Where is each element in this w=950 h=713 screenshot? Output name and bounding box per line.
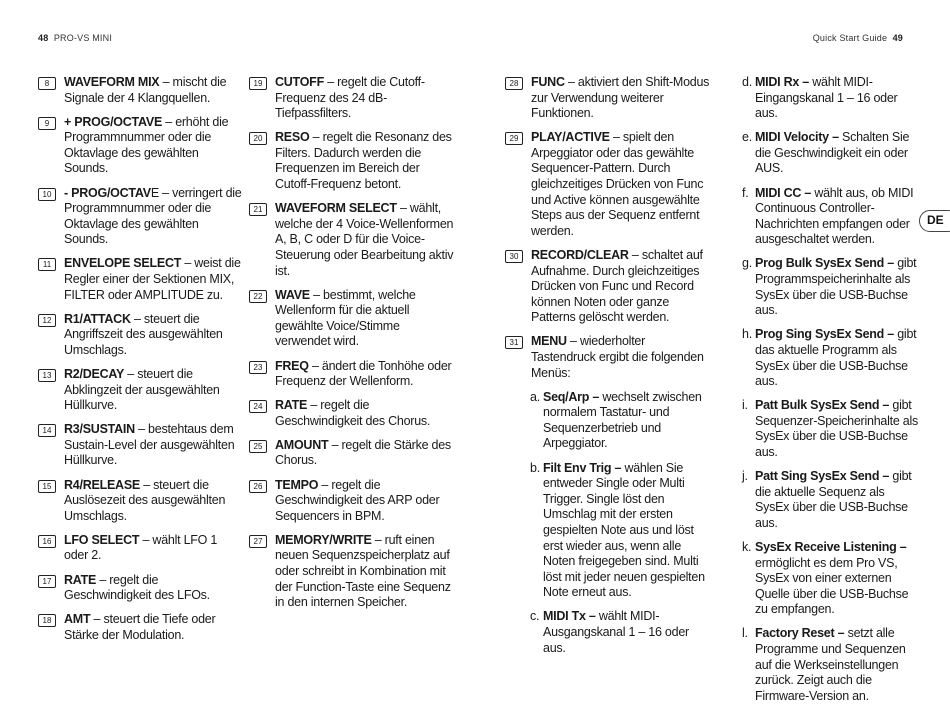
item-number-badge: 28 — [505, 77, 523, 90]
control-name: - PROG/OCTAV — [64, 185, 151, 200]
control-description: – ruft einen neuen Sequenzspeicherplatz auf oder schreibt in Kombination mit der Function-Taste eine Sequenz in den internen Speicher. — [275, 532, 451, 610]
option-description: gibt das aktuelle Programm als SysEx über die USB-Buchse aus. — [755, 327, 917, 389]
item-number-badge: 23 — [249, 361, 267, 374]
option-description: wählt MIDI-Ausgangskanal 1 – 16 oder aus. — [543, 609, 689, 655]
language-tab[interactable]: DE — [919, 210, 950, 232]
item-number-badge: 21 — [249, 203, 267, 216]
control-description-item — [38, 75, 244, 106]
option-description: wählt aus, ob MIDI Continuous Controller-Nachrichten empfangen oder ausgeschaltet werden. — [755, 185, 914, 247]
item-number-badge: 19 — [249, 77, 267, 90]
left-page-number: 48 — [38, 33, 49, 43]
item-number-badge: 12 — [38, 314, 56, 327]
option-description: wählen Sie entweder Single oder Multi Trigger. Single löst den Umschlag mit der ersten gespielten Note aus und löst erst wieder aus, wenn alle Noten freigegeben sind. Multi löst mit jeder neuen gespielten Note erneut aus. — [543, 460, 705, 600]
control-name: AMOUNT — [275, 437, 329, 452]
option-name: Prog Bulk SysEx Send – — [755, 256, 894, 271]
menu-sublist — [505, 390, 711, 657]
control-name: TEMPO — [275, 477, 319, 492]
option-letter: a. — [530, 389, 540, 404]
control-description: – bestimmt, welche Wellenform für die aktuell gewählte Voice/Stimme verwendet wird. — [275, 287, 416, 349]
menu-option-item — [742, 75, 920, 122]
column-4 — [742, 75, 920, 713]
control-description-item — [38, 256, 244, 303]
control-description: – regelt die Geschwindigkeit des LFOs. — [64, 572, 210, 603]
item-number-badge: 10 — [38, 188, 56, 201]
menu-option-item — [530, 461, 711, 601]
item-number-badge: 25 — [249, 440, 267, 453]
control-description-item — [249, 359, 455, 390]
control-description-item — [38, 312, 244, 359]
control-description: – regelt die Geschwindigkeit des Chorus. — [275, 398, 431, 428]
control-name: CUTOFF — [275, 75, 324, 89]
control-name: R1/ATTACK — [64, 311, 131, 326]
item-number-badge: 15 — [38, 480, 56, 493]
item-number-badge: 31 — [505, 336, 523, 349]
menu-option-item — [742, 130, 920, 177]
option-letter: f. — [742, 185, 749, 200]
control-description-item — [249, 533, 455, 611]
control-description-item — [38, 422, 244, 469]
option-name: MIDI Velocity – — [755, 130, 839, 145]
control-name: RATE — [64, 572, 97, 587]
item-number-badge: 13 — [38, 369, 56, 382]
control-description: – wählt LFO 1 oder 2. — [64, 532, 218, 563]
header-left — [38, 33, 112, 43]
control-name: MEMORY/WRITE — [275, 532, 372, 547]
control-description: – schaltet auf Aufnahme. Durch gleichzeitiges Drücken von Func und Record können Noten oder ganze Patterns gelöscht werden. — [531, 247, 703, 325]
control-name: R2/DECAY — [64, 367, 125, 381]
control-description: – weist die Regler einer der Sektionen MIX, FILTER oder AMPLITUDE zu. — [64, 256, 241, 302]
control-description-item — [249, 478, 455, 525]
control-description: – regelt die Geschwindigkeit des ARP oder Sequencers in BPM. — [275, 477, 440, 523]
menu-option-item — [742, 469, 920, 531]
menu-option-item — [742, 256, 920, 318]
item-number-badge: 20 — [249, 132, 267, 145]
control-name: RATE — [275, 398, 308, 413]
option-description: wählt MIDI-Eingangskanal 1 – 16 oder aus. — [755, 75, 898, 121]
column-2 — [249, 75, 455, 619]
control-description-item — [38, 115, 244, 177]
control-name: WAVEFORM MIX — [64, 75, 160, 89]
option-name: Factory Reset – — [755, 626, 845, 641]
control-description: – steuert die Tiefe oder Stärke der Modulation. — [64, 612, 216, 642]
left-running-title: PRO-VS MINI — [53, 33, 113, 43]
item-number-badge: 16 — [38, 535, 56, 548]
control-description-item — [38, 478, 244, 525]
control-name: FUNC — [531, 75, 565, 89]
option-letter: j. — [742, 469, 748, 484]
control-name: RECORD/CLEAR — [531, 247, 629, 262]
option-name: Filt Env Trig – — [543, 460, 622, 475]
control-name: + PROG/OCTAVE — [64, 114, 163, 129]
control-name: RESO — [275, 130, 310, 145]
control-description: – wählt, welche der 4 Voice-Wellenformen A, B, C oder D für die Voice-Steuerung oder Bearbeitung aktiv ist. — [275, 201, 454, 278]
control-description-item — [249, 201, 455, 279]
control-description-item — [38, 533, 244, 564]
control-description-item — [249, 398, 455, 429]
control-description: – erhöht die Programmnummer oder die Oktavlage des gewählten Sounds. — [64, 114, 229, 176]
option-letter: g. — [742, 256, 752, 271]
control-description-item — [38, 573, 244, 604]
item-number-badge: 18 — [38, 614, 56, 627]
option-name: MIDI CC – — [755, 185, 812, 200]
menu-option-item — [742, 540, 920, 618]
item-number-badge: 27 — [249, 535, 267, 548]
option-name: MIDI Rx – — [755, 75, 810, 89]
control-name: AMT — [64, 612, 91, 627]
control-description: – regelt die Cutoff-Frequenz des 24 dB-Tiefpassfilters. — [275, 75, 425, 121]
control-description-item — [505, 334, 711, 381]
column-3-items — [505, 75, 711, 381]
control-description-item — [249, 438, 455, 469]
option-name: Prog Sing SysEx Send – — [755, 327, 894, 342]
control-description-item — [249, 75, 455, 122]
item-number-badge: 26 — [249, 480, 267, 493]
control-name: MENU — [531, 334, 567, 349]
option-letter: l. — [742, 626, 748, 641]
control-description-item — [249, 130, 455, 192]
control-name: WAVEFORM SELECT — [275, 201, 397, 216]
control-description: E – verringert die Programmnummer oder die Oktavlage des gewählten Sounds. — [64, 185, 242, 247]
control-description: – wiederholter Tastendruck ergibt die folgenden Menüs: — [531, 334, 704, 380]
item-number-badge: 24 — [249, 400, 267, 413]
item-number-badge: 29 — [505, 132, 523, 145]
control-description: – steuert die Abklingzeit der ausgewählten Hüllkurve. — [64, 367, 220, 413]
option-description: gibt die aktuelle Sequenz als SysEx über die USB-Buchse aus. — [755, 469, 912, 530]
option-description: wechselt zwischen normalem Tastatur- und Sequenzerbetrieb und Arpeggiator. — [543, 389, 702, 451]
option-letter: h. — [742, 327, 752, 342]
option-name: Patt Sing SysEx Send – — [755, 469, 890, 484]
menu-option-item — [530, 609, 711, 656]
control-name: R3/SUSTAIN — [64, 422, 135, 437]
item-number-badge: 14 — [38, 424, 56, 437]
menu-option-item — [742, 626, 920, 704]
control-name: ENVELOPE SELECT — [64, 256, 182, 271]
control-description: – mischt die Signale der 4 Klangquellen. — [64, 75, 227, 105]
menu-option-item — [742, 327, 920, 389]
control-description: – bestehtaus dem Sustain-Level der ausgewählten Hüllkurve. — [64, 422, 235, 468]
item-number-badge: 22 — [249, 290, 267, 303]
control-description: – steuert die Auslösezeit des ausgewählten Umschlags. — [64, 477, 226, 523]
right-page-number: 49 — [892, 33, 903, 43]
option-letter: e. — [742, 130, 752, 145]
control-description: – regelt die Resonanz des Filters. Dadurch werden die Frequenzen im Bereich der Cutoff-Frequenz betont. — [275, 130, 452, 192]
control-name: PLAY/ACTIVE — [531, 130, 610, 145]
control-description: – steuert die Angriffszeit des ausgewählten Umschlags. — [64, 311, 223, 357]
option-name: SysEx Receive Listening – — [755, 539, 907, 554]
control-description-item — [505, 75, 711, 122]
column-1 — [38, 75, 244, 652]
control-description-item — [505, 248, 711, 326]
option-description: setzt alle Programme und Sequenzen auf die Werkseinstellungen zurück. Zeigt auch die Firmware-Version an. — [755, 626, 906, 703]
control-description: – ändert die Tonhöhe oder Frequenz der Wellenform. — [275, 358, 452, 389]
menu-option-item — [742, 186, 920, 248]
control-description-item — [38, 612, 244, 643]
option-letter: k. — [742, 539, 752, 554]
option-name: Patt Bulk SysEx Send – — [755, 398, 890, 413]
option-description: ermöglicht es dem Pro VS, SysEx von einer externen Quelle über die USB-Buchse zu empfangen. — [755, 555, 909, 617]
option-name: MIDI Tx – — [543, 609, 596, 624]
control-name: FREQ — [275, 358, 309, 373]
option-letter: i. — [742, 398, 748, 413]
right-running-title: Quick Start Guide — [812, 33, 888, 43]
header-right — [813, 33, 903, 43]
item-number-badge: 30 — [505, 250, 523, 263]
control-description-item — [249, 288, 455, 350]
option-description: Schalten Sie die Geschwindigkeit ein oder AUS. — [755, 130, 910, 176]
control-description-item — [505, 130, 711, 239]
menu-option-item — [742, 398, 920, 460]
option-letter: c. — [530, 609, 540, 624]
item-number-badge: 11 — [38, 258, 56, 271]
control-description: – regelt die Stärke des Chorus. — [275, 437, 451, 468]
control-name: R4/RELEASE — [64, 477, 140, 492]
option-letter: d. — [742, 75, 752, 89]
option-description: gibt Programmspeicherinhalte als SysEx über die USB-Buchse aus. — [755, 256, 917, 318]
item-number-badge: 17 — [38, 575, 56, 588]
column-3 — [505, 75, 711, 665]
control-name: LFO SELECT — [64, 532, 140, 547]
option-description: gibt Sequenzer-Speicherinhalte als SysEx über die USB-Buchse aus. — [755, 398, 918, 459]
item-number-badge: 9 — [38, 117, 56, 130]
item-number-badge: 8 — [38, 77, 56, 90]
control-description-item — [38, 186, 244, 248]
menu-option-item — [530, 390, 711, 452]
option-name: Seq/Arp – — [543, 389, 600, 404]
control-description: – spielt den Arpeggiator oder das gewählte Sequencer-Pattern. Durch gleichzeitiges Drücken von Func und Active können ausgewählte Steps aus der Sequenz entfernt werden. — [531, 130, 704, 238]
control-description: – aktiviert den Shift-Modus zur Verwendung weiterer Funktionen. — [531, 75, 710, 121]
control-name: WAVE — [275, 287, 310, 302]
option-letter: b. — [530, 460, 540, 475]
control-description-item — [38, 367, 244, 414]
